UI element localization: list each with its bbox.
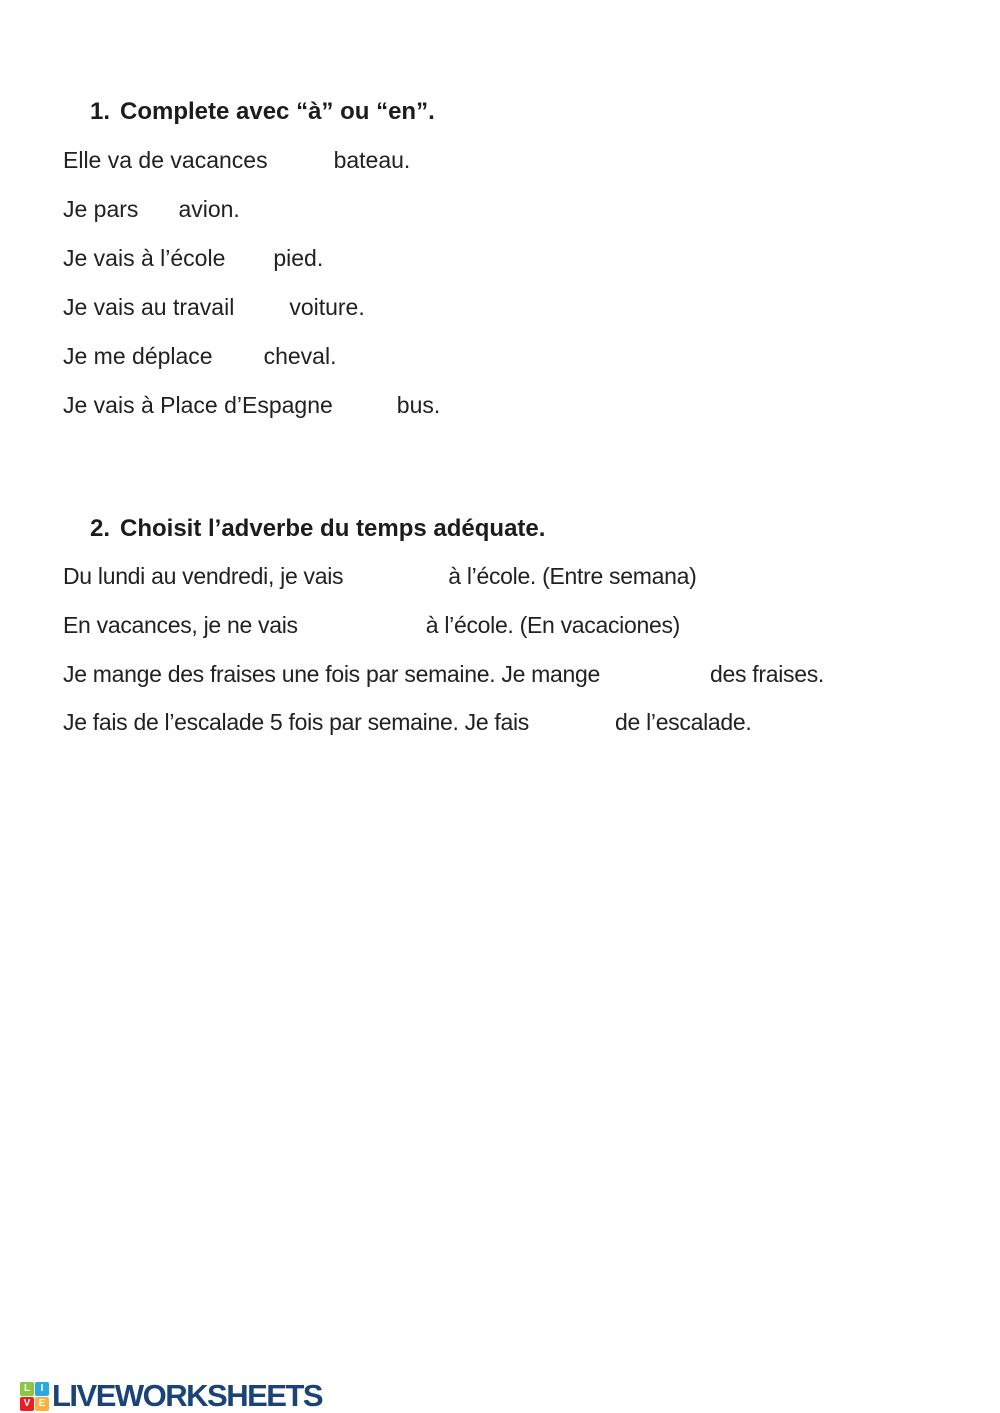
sentence-line [63, 294, 365, 321]
sentence-line [63, 147, 410, 174]
exercise2-title: Choisit l’adverbe du temps adéquate. [120, 515, 546, 542]
sentence-line [63, 245, 323, 272]
answer-gap[interactable] [138, 199, 178, 223]
exercise1-heading [90, 98, 435, 126]
sentence-line [63, 392, 440, 419]
liveworksheets-wordmark: LIVEWORKSHEETS [52, 1378, 323, 1413]
sentence-text-pre: Du lundi au vendredi, je vais [63, 563, 344, 589]
sentence-text-post: cheval. [263, 343, 337, 369]
sentence-text-pre: Je vais à Place d’Espagne [63, 392, 333, 418]
logo-square-e: E [35, 1397, 49, 1411]
sentence-text-post: à l’école. (En vacaciones) [425, 612, 681, 638]
answer-gap[interactable] [600, 664, 710, 688]
sentence-text-post: bus. [396, 392, 441, 418]
answer-gap[interactable] [268, 150, 334, 174]
sentence-text-post: bateau. [333, 147, 411, 173]
sentence-line [63, 343, 336, 370]
answer-gap[interactable] [225, 248, 273, 272]
liveworksheets-logo[interactable] [20, 1378, 322, 1413]
sentence-text-pre: Je pars [63, 196, 139, 222]
sentence-line [63, 612, 680, 639]
sentence-text-post: pied. [273, 245, 324, 271]
answer-gap[interactable] [298, 615, 426, 639]
exercise1-number: 1. [90, 98, 111, 125]
logo-square-l: L [20, 1382, 34, 1396]
sentence-text-pre: Je me déplace [63, 343, 213, 369]
sentence-line [63, 196, 240, 223]
answer-gap[interactable] [234, 297, 289, 321]
logo-square-i: I [35, 1382, 49, 1396]
logo-square-v: V [20, 1397, 34, 1411]
sentence-text-post: voiture. [289, 294, 365, 320]
exercise2-heading [90, 515, 545, 543]
sentence-text-post: des fraises. [710, 661, 825, 687]
answer-gap[interactable] [343, 566, 448, 590]
liveworksheets-grid-icon [20, 1382, 49, 1411]
answer-gap[interactable] [333, 395, 397, 419]
sentence-text-post: à l’école. (Entre semana) [448, 563, 697, 589]
answer-gap[interactable] [213, 346, 264, 370]
sentence-line [63, 709, 751, 736]
sentence-text-post: avion. [178, 196, 240, 222]
exercise2-number: 2. [90, 515, 111, 542]
sentence-text-pre: Je fais de l’escalade 5 fois par semaine. Je fais [63, 709, 529, 735]
sentence-text-pre: Elle va de vacances [63, 147, 268, 173]
sentence-text-pre: Je mange des fraises une fois par semaine. Je mange [63, 661, 601, 687]
exercise1-title: Complete avec “à” ou “en”. [120, 98, 435, 125]
sentence-text-pre: En vacances, je ne vais [63, 612, 298, 638]
answer-gap[interactable] [529, 712, 615, 736]
sentence-text-pre: Je vais au travail [63, 294, 235, 320]
sentence-text-post: de l’escalade. [615, 709, 752, 735]
sentence-line [63, 563, 696, 590]
sentence-text-pre: Je vais à l’école [63, 245, 226, 271]
sentence-line [63, 661, 824, 688]
